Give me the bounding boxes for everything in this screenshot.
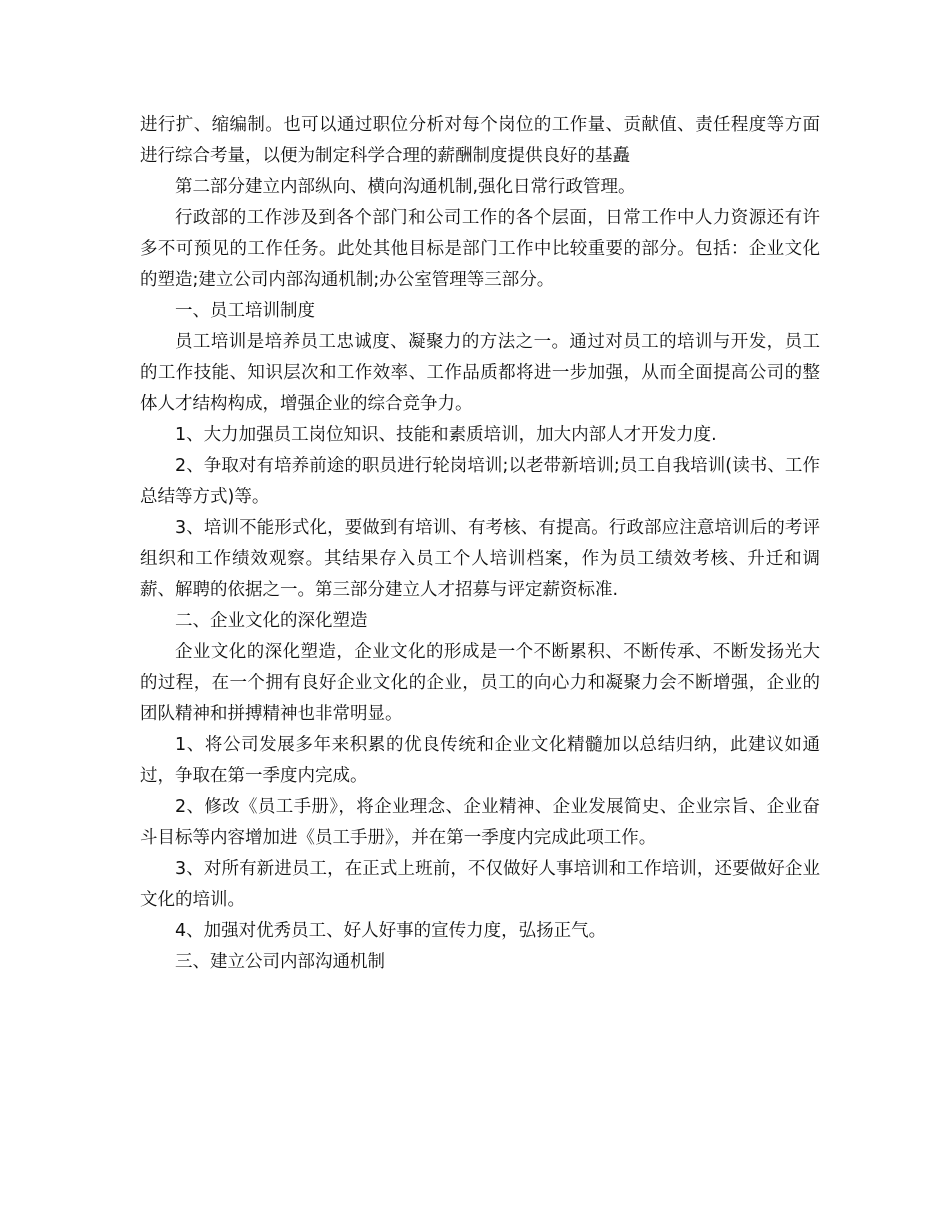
list-item-culture-1: 1、将公司发展多年来积累的优良传统和企业文化精髓加以总结归纳，此建议如通过，争取在第一季度内完成。 [140, 735, 820, 786]
heading-corporate-culture: 二、企业文化的深化塑造 [175, 611, 368, 631]
paragraph-admin-overview: 行政部的工作涉及到各个部门和公司工作的各个层面，日常工作中人力资源还有许多不可预见的工作任务。此处其他目标是部门工作中比较重要的部分。包括：企业文化的塑造;建立公司内部沟通机制;办公室管理等三部分。 [140, 208, 820, 290]
list-item-culture-4: 4、加强对优秀员工、好人好事的宣传力度，弘扬正气。 [175, 921, 607, 941]
section-heading-part-two: 第二部分建立内部纵向、横向沟通机制,强化日常行政管理。 [175, 177, 636, 197]
list-item-training-2: 2、争取对有培养前途的职员进行轮岗培训;以老带新培训;员工自我培训(读书、工作总结等方式)等。 [140, 456, 820, 507]
list-item-training-1: 1、大力加强员工岗位知识、技能和素质培训，加大内部人才开发力度. [175, 425, 717, 445]
heading-staff-training: 一、员工培训制度 [175, 301, 315, 321]
list-item-culture-2: 2、修改《员工手册》，将企业理念、企业精神、企业发展简史、企业宗旨、企业奋斗目标等内容增加进《员工手册》，并在第一季度内完成此项工作。 [140, 797, 820, 848]
document-page [140, 110, 820, 978]
heading-internal-communication: 三、建立公司内部沟通机制 [175, 952, 385, 972]
paragraph-continuation: 进行扩、缩编制。也可以通过职位分析对每个岗位的工作量、贡献值、责任程度等方面进行综合考量，以便为制定科学合理的薪酬制度提供良好的基矗 [140, 115, 820, 166]
list-item-culture-3: 3、对所有新进员工，在正式上班前，不仅做好人事培训和工作培训，还要做好企业文化的培训。 [140, 859, 820, 910]
paragraph-training-intro: 员工培训是培养员工忠诚度、凝聚力的方法之一。通过对员工的培训与开发，员工的工作技能、知识层次和工作效率、工作品质都将进一步加强，从而全面提高公司的整体人才结构构成，增强企业的综合竞争力。 [140, 332, 820, 414]
list-item-training-3: 3、培训不能形式化，要做到有培训、有考核、有提高。行政部应注意培训后的考评组织和工作绩效观察。其结果存入员工个人培训档案，作为员工绩效考核、升迁和调薪、解聘的依据之一。第三部分建立人才招募与评定薪资标准. [140, 518, 820, 600]
paragraph-culture-intro: 企业文化的深化塑造，企业文化的形成是一个不断累积、不断传承、不断发扬光大的过程，在一个拥有良好企业文化的企业，员工的向心力和凝聚力会不断增强，企业的团队精神和拼搏精神也非常明显。 [140, 642, 820, 724]
